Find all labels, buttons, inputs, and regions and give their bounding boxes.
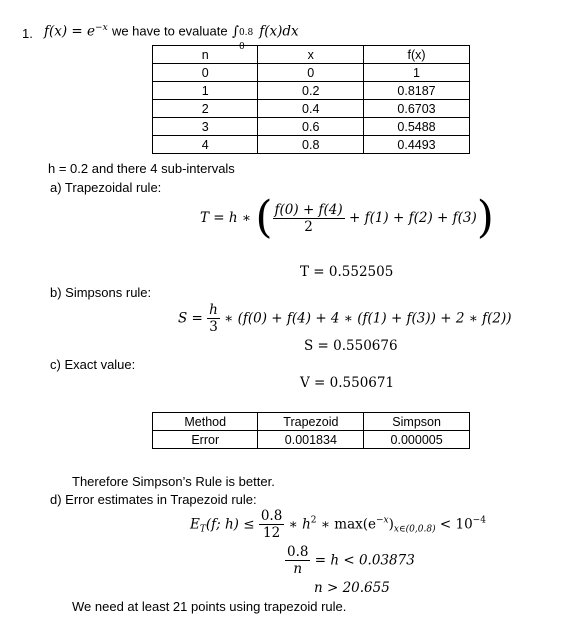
table-cell: 0 <box>153 64 258 82</box>
table-cell: 0.001834 <box>258 431 364 449</box>
table-row <box>153 100 470 118</box>
simpsons-formula <box>178 302 512 335</box>
simp-result: S = 0.550676 <box>304 338 398 354</box>
table-cell: 1 <box>153 82 258 100</box>
table-cell: 0.6703 <box>364 100 470 118</box>
integral-sign: ∫ <box>231 23 239 40</box>
err-mid2-sup: −x <box>376 515 389 526</box>
err-lhs: E <box>190 516 200 533</box>
table-row <box>153 136 470 154</box>
error-header: Method <box>153 413 258 431</box>
statement-text: we have to evaluate <box>111 23 228 39</box>
table-cell: 0.8 <box>258 136 364 154</box>
simp-frac-den: 3 <box>209 319 218 335</box>
table-cell: 0.000005 <box>364 431 470 449</box>
table-cell: 0 <box>258 64 364 82</box>
err-mid: ∗ h <box>288 516 311 533</box>
problem-statement <box>44 23 299 52</box>
exact-label: c) Exact value: <box>50 357 136 372</box>
table-header: x <box>258 46 364 64</box>
table-header: n <box>153 46 258 64</box>
step-frac-num: 0.8 <box>287 544 309 560</box>
err-lhs-arg: (f; h) ≤ <box>205 516 255 533</box>
table-cell: 0.4 <box>258 100 364 118</box>
table-header: f(x) <box>364 46 470 64</box>
table-cell: 0.8187 <box>364 82 470 100</box>
err-range-sub: x∈(0,0.8) <box>393 524 436 535</box>
trap-result: T = 0.552505 <box>300 264 394 280</box>
table-cell: 4 <box>153 136 258 154</box>
left-paren-icon: ( <box>255 192 273 243</box>
err-mid2: ∗ max(e <box>320 516 377 533</box>
step-rest: = h < 0.03873 <box>314 552 415 569</box>
function-exponent: −x <box>95 23 108 33</box>
trap-frac-den: 2 <box>304 218 313 235</box>
table-cell: 3 <box>153 118 258 136</box>
err-mid2-close: ) <box>388 516 394 533</box>
table-cell: Error <box>153 431 258 449</box>
trapezoidal-formula <box>200 192 494 243</box>
err-frac-den: 12 <box>262 525 281 541</box>
intervals-note: h = 0.2 and there 4 sub-intervals <box>48 161 235 176</box>
integral-lower: 0 <box>238 41 245 52</box>
table-cell: 0.2 <box>258 82 364 100</box>
error-bound-formula <box>190 508 486 541</box>
function-definition: f(x) = e <box>44 23 96 40</box>
table-cell: 1 <box>364 64 470 82</box>
trapezoidal-label: a) Trapezoidal rule: <box>50 180 162 195</box>
error-estimate-label: d) Error estimates in Trapezoid rule: <box>50 492 257 507</box>
conclusion-text: Therefore Simpson’s Rule is better. <box>72 474 275 489</box>
simpsons-label: b) Simpsons rule: <box>50 285 152 300</box>
table-cell: 2 <box>153 100 258 118</box>
simp-lhs: S = <box>178 310 203 327</box>
err-mid-sup: 2 <box>310 515 317 526</box>
err-lhs-sub: T <box>199 524 206 535</box>
error-header-row <box>153 413 470 431</box>
trap-rest: + f(1) + f(2) + f(3) <box>348 210 477 226</box>
simp-frac-num: h <box>209 302 218 318</box>
final-statement: We need at least 21 points using trapezoid rule. <box>72 599 347 614</box>
table-cell: 0.4493 <box>364 136 470 154</box>
err-fraction <box>259 508 284 541</box>
table-row <box>153 431 470 449</box>
step-fraction <box>285 544 310 577</box>
error-table <box>152 412 470 449</box>
table-row <box>153 82 470 100</box>
step-size-formula <box>285 544 415 577</box>
right-paren-icon: ) <box>476 192 494 243</box>
simp-fraction <box>207 302 220 335</box>
trap-lhs: T = h ∗ <box>200 210 252 226</box>
integrand: f(x)dx <box>259 23 299 40</box>
trap-fraction <box>273 202 345 235</box>
simp-rest: ∗ (f(0) + f(4) + 4 ∗ (f(1) + f(3)) + 2 ∗ f(2)) <box>224 310 512 327</box>
trap-frac-num: f(0) + f(4) <box>274 201 343 218</box>
table-row <box>153 118 470 136</box>
table-cell: 0.6 <box>258 118 364 136</box>
step-frac-den: n <box>293 561 303 577</box>
problem-number: 1. <box>22 26 33 41</box>
table-cell: 0.5488 <box>364 118 470 136</box>
integral-upper: 0.8 <box>238 27 254 38</box>
table-header-row <box>153 46 470 64</box>
err-tail: < 10 <box>439 516 473 533</box>
table-row <box>153 64 470 82</box>
exact-result: V = 0.550671 <box>300 375 395 391</box>
n-bound: n > 20.655 <box>314 580 390 596</box>
error-header: Trapezoid <box>258 413 364 431</box>
error-header: Simpson <box>364 413 470 431</box>
values-table <box>152 45 470 154</box>
err-tail-sup: −4 <box>472 515 486 526</box>
err-frac-num: 0.8 <box>260 508 283 524</box>
